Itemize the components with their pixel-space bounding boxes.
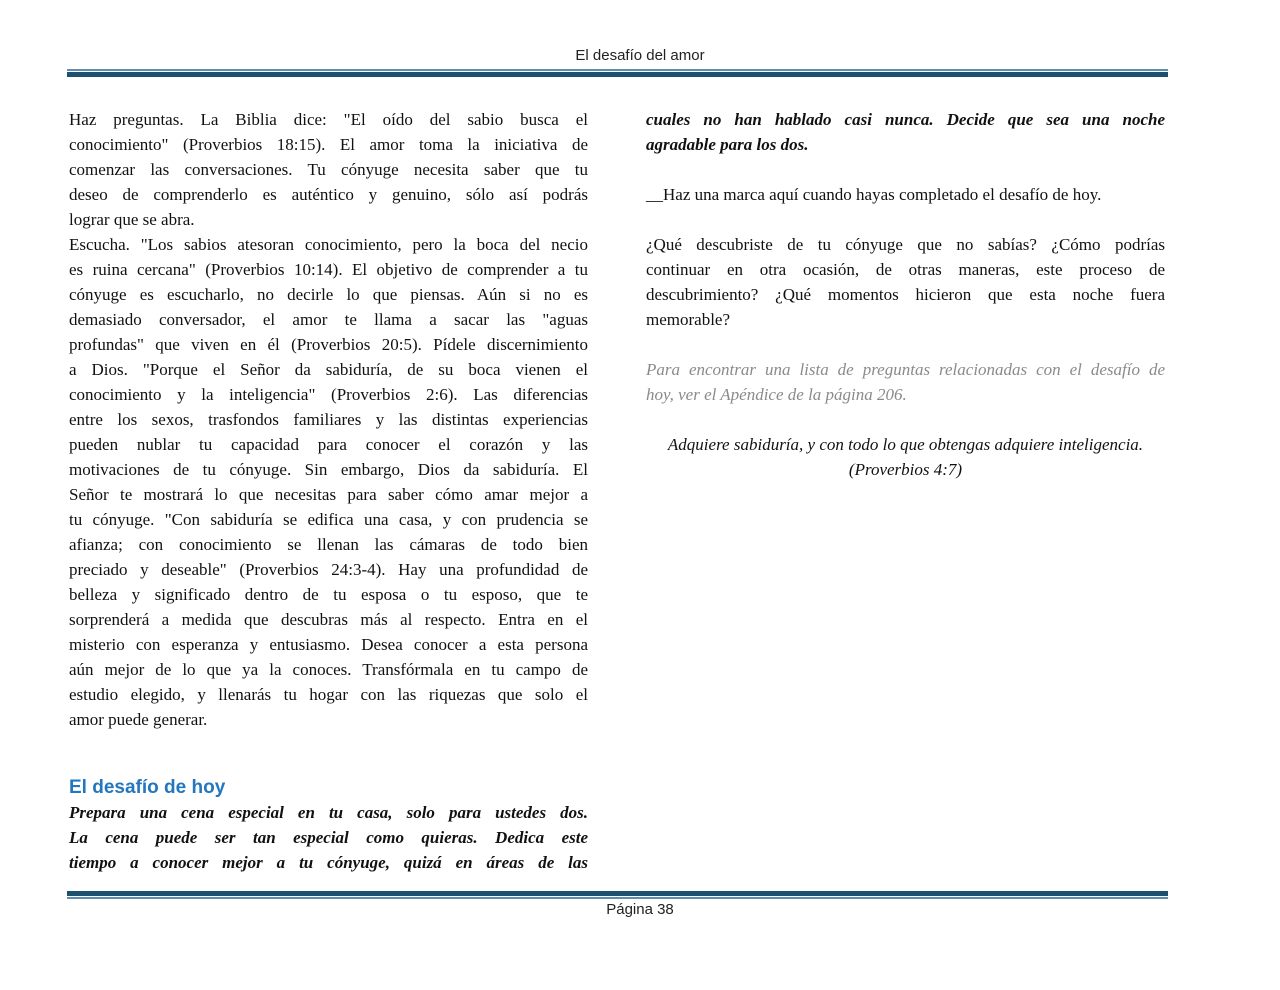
text-line: agradable para los dos. bbox=[646, 135, 809, 154]
text-line: cónyuge es escucharlo, no decirle lo que piensas. Aún si no es bbox=[69, 285, 588, 304]
text-line: afianza; con conocimiento se llenan las cámaras de todo bien bbox=[69, 535, 588, 554]
text-line: es ruina cercana" (Proverbios 10:14). El objetivo de comprender a tu bbox=[69, 260, 588, 279]
text-line: tiempo a conocer mejor a tu cónyuge, quizá en áreas de las bbox=[69, 853, 588, 872]
text-line: entre los sexos, trasfondos familiares y las distintas experiencias bbox=[69, 410, 588, 429]
challenge-text-continued bbox=[646, 107, 1165, 157]
text-line: amor puede generar. bbox=[69, 710, 208, 729]
text-line: sorprenderá a medida que descubras más al respecto. Entra en el bbox=[69, 610, 588, 629]
completion-checkmark-line: __Haz una marca aquí cuando hayas completado el desafío de hoy. bbox=[646, 185, 1102, 204]
section-heading: El desafío de hoy bbox=[69, 777, 226, 798]
page-number: Página 38 bbox=[606, 901, 674, 918]
text-line: pueden nublar tu capacidad para conocer el corazón y las bbox=[69, 435, 588, 454]
text-line: hoy, ver el Apéndice de la página 206. bbox=[646, 385, 907, 404]
text-line: lograr que se abra. bbox=[69, 210, 195, 229]
left-column bbox=[69, 107, 588, 875]
appendix-note bbox=[646, 357, 1165, 407]
text-line: cuales no han hablado casi nunca. Decide que sea una noche bbox=[646, 110, 1165, 129]
text-line: Señor te mostrará lo que necesitas para saber cómo amar mejor a bbox=[69, 485, 588, 504]
text-line: misterio con esperanza y entusiasmo. Desea conocer a esta persona bbox=[69, 635, 588, 654]
verse-reference: (Proverbios 4:7) bbox=[848, 460, 963, 479]
text-line: comenzar las conversaciones. Tu cónyuge necesita saber que tu bbox=[69, 160, 588, 179]
verse-quote: Adquiere sabiduría, y con todo lo que obtengas adquiere inteligencia. bbox=[667, 435, 1144, 454]
text-line: estudio elegido, y llenarás tu hogar con las riquezas que solo el bbox=[69, 685, 588, 704]
text-line: conocimiento y la inteligencia" (Proverbios 2:6). Las diferencias bbox=[69, 385, 588, 404]
text-line: descubrimiento? ¿Qué momentos hicieron que esta noche fuera bbox=[646, 285, 1165, 304]
text-line: aún mejor de lo que ya la conoces. Transfórmala en tu campo de bbox=[69, 660, 588, 679]
text-line: profundas" que viven en él (Proverbios 20:5). Pídele discernimiento bbox=[69, 335, 588, 354]
running-header: El desafío del amor bbox=[575, 47, 705, 64]
paragraph-listen bbox=[69, 232, 588, 732]
text-line: tu cónyuge. "Con sabiduría se edifica una casa, y con prudencia se bbox=[69, 510, 588, 529]
reflection-questions bbox=[646, 232, 1165, 332]
header-rule bbox=[67, 69, 1168, 77]
text-line: La cena puede ser tan especial como quieras. Dedica este bbox=[69, 828, 588, 847]
text-line: belleza y significado dentro de tu esposa o tu esposo, que te bbox=[69, 585, 588, 604]
text-line: a Dios. "Porque el Señor da sabiduría, de su boca vienen el bbox=[69, 360, 588, 379]
text-line: preciado y deseable" (Proverbios 24:3-4). Hay una profundidad de bbox=[69, 560, 588, 579]
text-line: Prepara una cena especial en tu casa, solo para ustedes dos. bbox=[69, 803, 588, 822]
right-column bbox=[646, 107, 1165, 482]
text-line: demasiado conversador, el amor te llama a sacar las "aguas bbox=[69, 310, 588, 329]
paragraph-ask-questions bbox=[69, 107, 588, 232]
text-line: Haz preguntas. La Biblia dice: "El oído del sabio busca el bbox=[69, 110, 588, 129]
footer-rule bbox=[67, 891, 1168, 899]
text-line: motivaciones de tu cónyuge. Sin embargo, Dios da sabiduría. El bbox=[69, 460, 588, 479]
text-line: deseo de comprenderlo es auténtico y genuino, sólo así podrás bbox=[69, 185, 588, 204]
challenge-text bbox=[69, 800, 588, 875]
text-line: memorable? bbox=[646, 310, 731, 329]
text-line: continuar en otra ocasión, de otras maneras, este proceso de bbox=[646, 260, 1165, 279]
text-line: conocimiento" (Proverbios 18:15). El amor toma la iniciativa de bbox=[69, 135, 588, 154]
text-line: Para encontrar una lista de preguntas relacionadas con el desafío de bbox=[646, 360, 1165, 379]
text-line: Escucha. "Los sabios atesoran conocimiento, pero la boca del necio bbox=[69, 235, 588, 254]
text-line: ¿Qué descubriste de tu cónyuge que no sabías? ¿Cómo podrías bbox=[646, 235, 1165, 254]
